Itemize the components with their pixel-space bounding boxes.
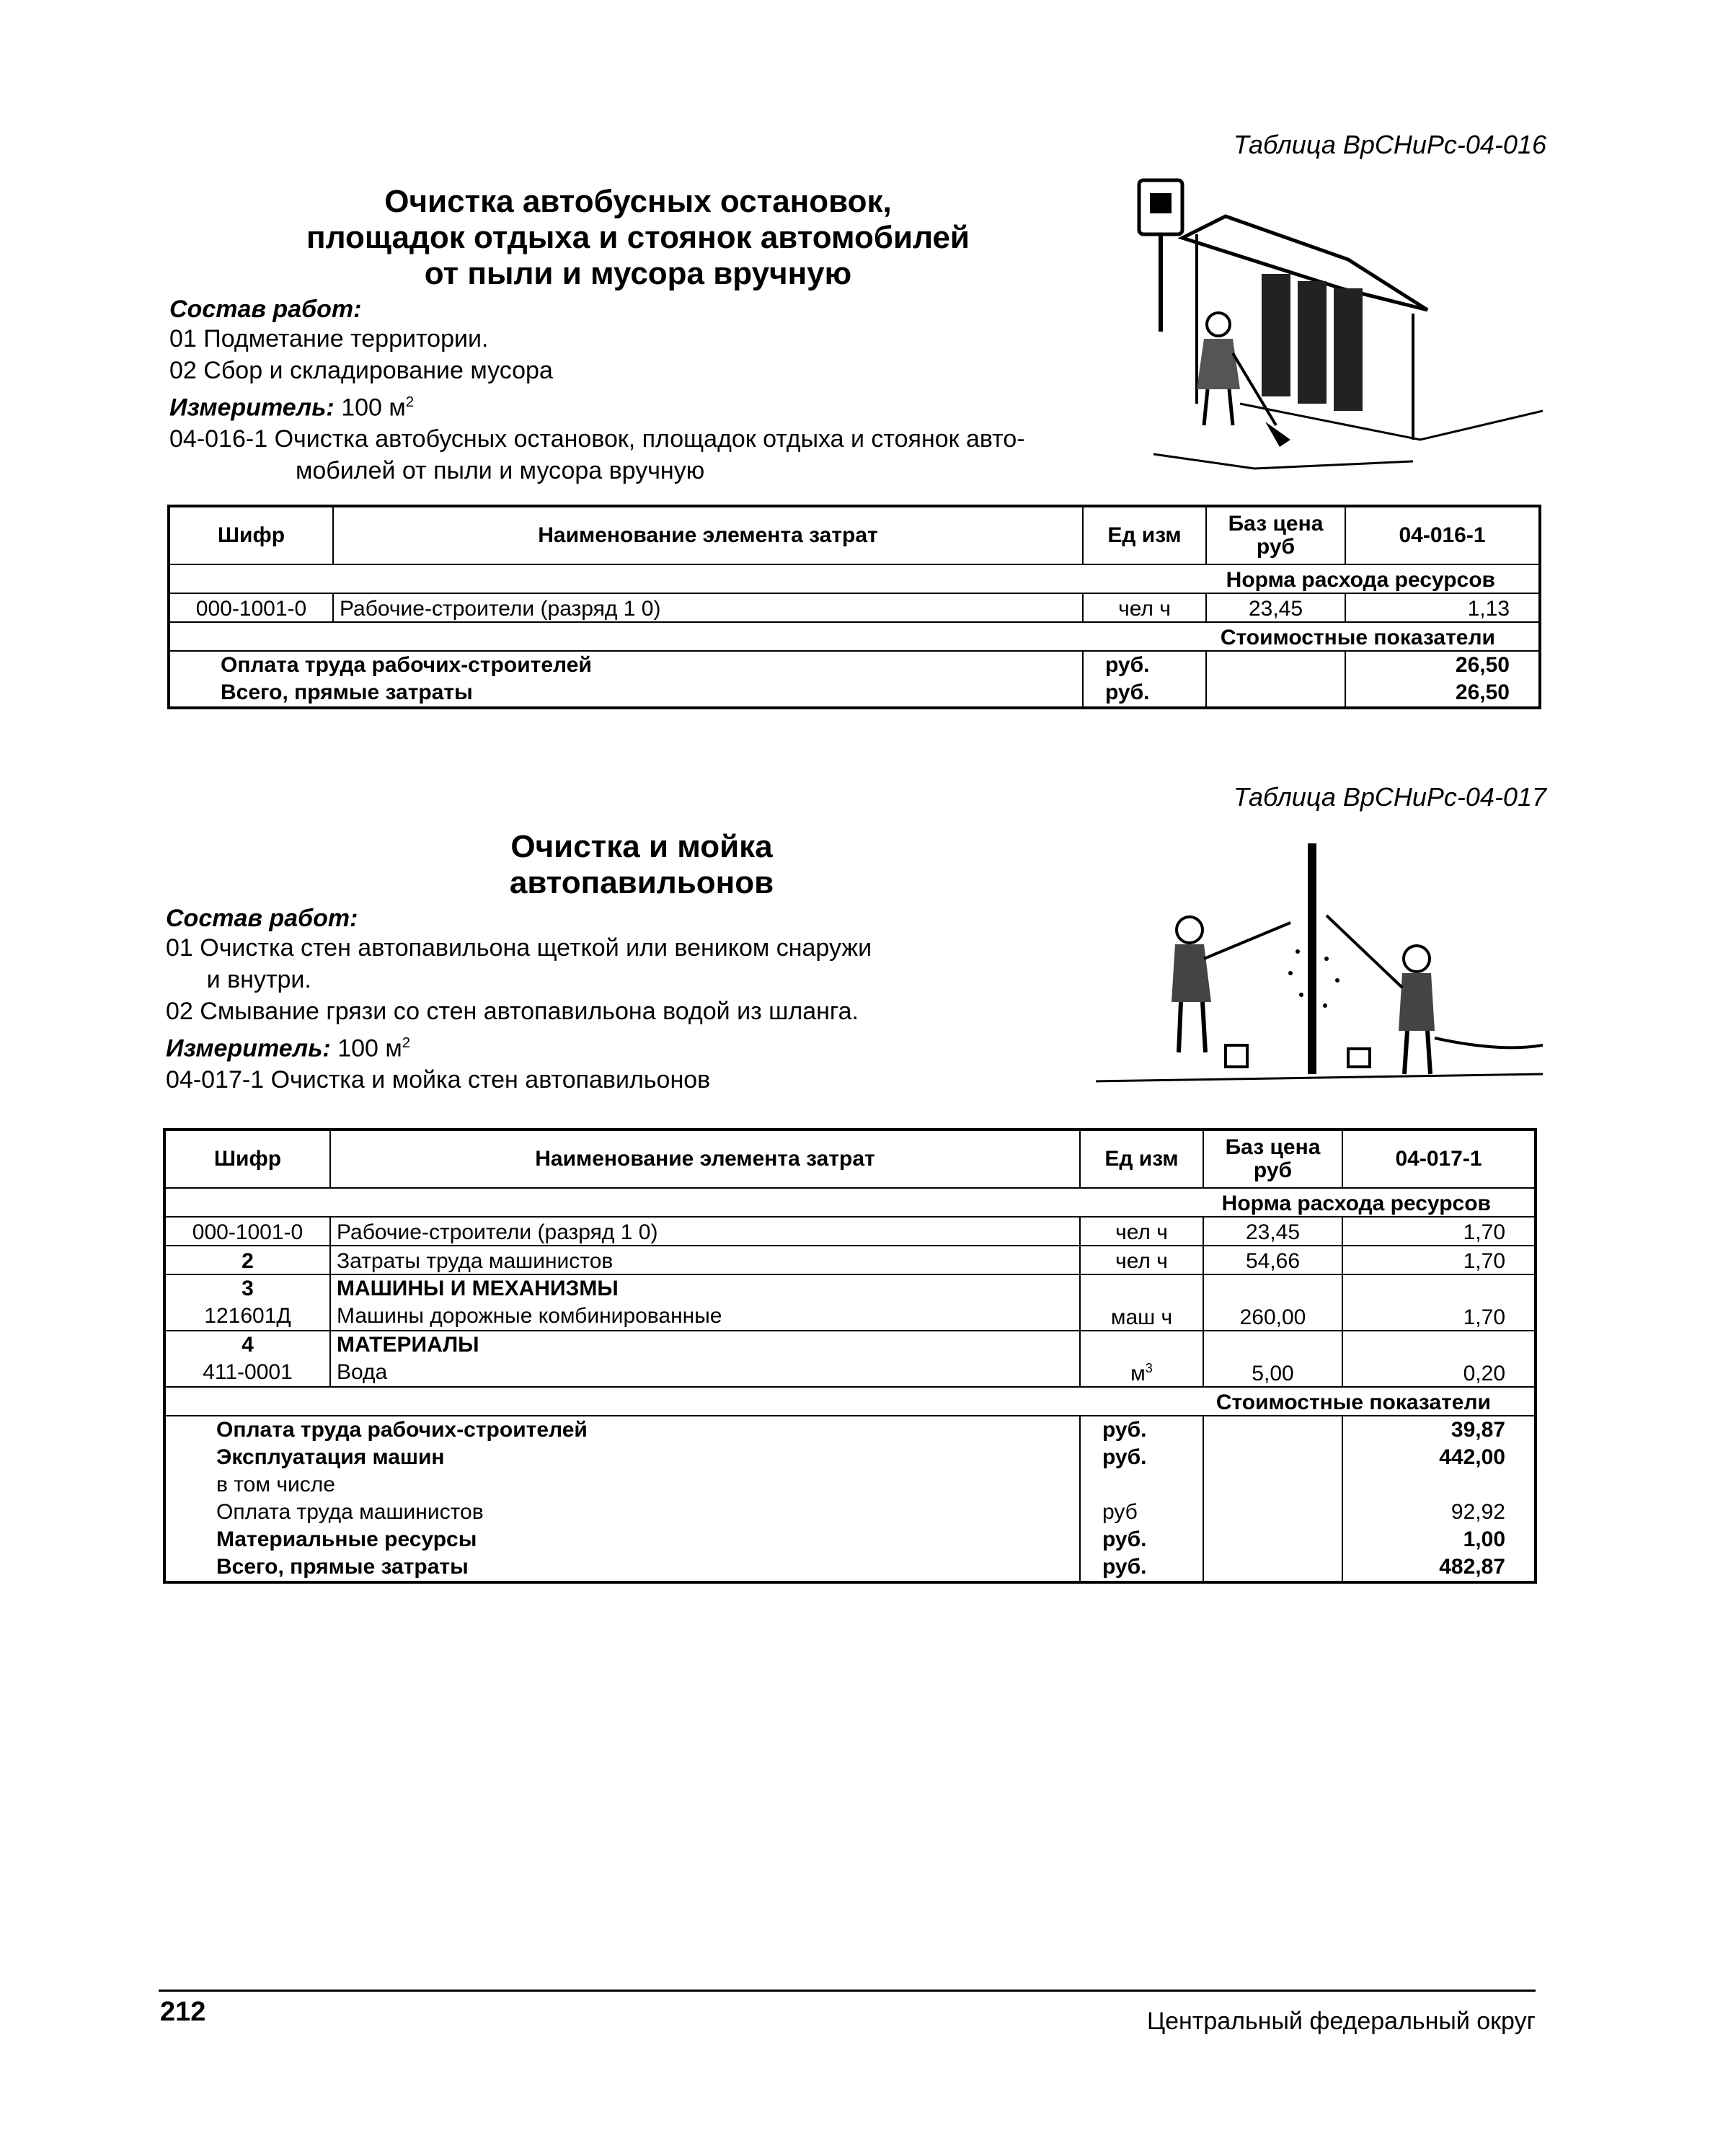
row-unit: чел ч: [1080, 1217, 1203, 1246]
header-price: Баз цена руб: [1203, 1130, 1342, 1188]
group-title: МАТЕРИАЛЫ: [337, 1333, 479, 1357]
title-line: от пыли и мусора вручную: [424, 256, 852, 291]
group-code: 411-0001: [203, 1360, 293, 1384]
group-unit: маш ч: [1080, 1274, 1203, 1331]
item-text: Очистка автобусных остановок, площадок отдыха и стоянок авто-: [274, 425, 1025, 453]
section-norm-row: [169, 564, 1540, 593]
row-price: 23,45: [1203, 1217, 1342, 1246]
table-caption-016: Таблица ВрСНиРс-04-016: [1233, 130, 1546, 159]
cost-units: [1083, 651, 1206, 708]
cost-name: Оплата труда рабочих-строителей: [216, 1418, 588, 1442]
cost-table-017: [163, 1128, 1537, 1584]
row-unit: чел ч: [1080, 1246, 1203, 1274]
row-value: 1,70: [1342, 1217, 1536, 1246]
section-cost-label: Стоимостные показатели: [164, 1387, 1536, 1416]
cost-unit: руб.: [1102, 1445, 1147, 1469]
cost-value: 482,87: [1439, 1555, 1505, 1579]
work-item: 02 Смывание грязи со стен автопавильона водой из шланга.: [166, 998, 859, 1025]
table-group-materials: [164, 1331, 1536, 1387]
row-name: Рабочие-строители (разряд 1 0): [333, 593, 1083, 622]
section-title-016: [231, 184, 1045, 292]
cost-value: [1349, 1471, 1505, 1499]
group-num: 4: [242, 1333, 254, 1357]
row-price: 54,66: [1203, 1246, 1342, 1274]
group-unit: м: [1130, 1362, 1146, 1385]
group-code: 121601Д: [204, 1304, 291, 1328]
cost-price-empty: [1206, 651, 1345, 708]
pavilion-washing-illustration: [1096, 843, 1543, 1103]
measure-value: 100 м: [341, 394, 406, 422]
cost-name: Всего, прямые затраты: [221, 680, 473, 704]
group-price: 5,00: [1203, 1331, 1342, 1387]
cost-unit: руб.: [1105, 653, 1150, 677]
cost-name: Материальные ресурсы: [216, 1527, 477, 1551]
group-name-cell: [330, 1274, 1080, 1331]
section-cost-row: [164, 1387, 1536, 1416]
table-header-row: [164, 1130, 1536, 1188]
measure-line: [169, 386, 1025, 423]
cost-unit: руб: [1102, 1500, 1138, 1524]
section-title-017: [461, 829, 822, 901]
row-price: 23,45: [1206, 593, 1345, 622]
row-name: Затраты труда машинистов: [330, 1246, 1080, 1274]
cost-unit: руб.: [1105, 680, 1150, 704]
table-row: [164, 1217, 1536, 1246]
measure-sup: 2: [402, 1035, 411, 1051]
cost-row: [169, 651, 1540, 708]
group-name: Машины дорожные комбинированные: [337, 1304, 722, 1328]
item-code: 04-017-1: [166, 1066, 265, 1094]
cost-values: [1345, 651, 1540, 708]
measure-sup: 2: [405, 394, 415, 410]
table-group-machines: [164, 1274, 1536, 1331]
measure-label: Измеритель:: [166, 1034, 331, 1063]
cost-name: Оплата труда машинистов: [216, 1500, 484, 1524]
cost-name: в том числе: [216, 1473, 335, 1496]
measure-label: Измеритель:: [169, 394, 335, 422]
footer-region: Центральный федеральный округ: [1146, 2008, 1536, 2035]
header-unit: Ед изм: [1083, 506, 1206, 564]
works-list-017: [166, 932, 872, 1096]
section-cost-row: [169, 622, 1540, 651]
group-price: 260,00: [1203, 1274, 1342, 1331]
bus-stop-sweeper-illustration: [1110, 166, 1543, 497]
item-line-cont: мобилей от пыли и мусора вручную: [296, 457, 705, 485]
cost-value: 92,92: [1451, 1500, 1505, 1524]
title-line: автопавильонов: [509, 865, 774, 900]
item-line: [166, 1064, 872, 1096]
cost-unit: руб.: [1102, 1527, 1147, 1551]
footer-rule: [159, 1990, 1536, 1992]
item-code: 04-016-1: [169, 425, 268, 453]
section-norm-row: [164, 1188, 1536, 1217]
header-unit: Ед изм: [1080, 1130, 1203, 1188]
cost-table-016: [167, 505, 1541, 709]
work-item: 01 Очистка стен автопавильона щеткой или веником снаружи: [166, 934, 872, 962]
group-code-cell: [164, 1274, 330, 1331]
group-name: Вода: [337, 1360, 388, 1384]
cost-unit: руб.: [1102, 1555, 1147, 1579]
table-row: [164, 1246, 1536, 1274]
group-value: 0,20: [1342, 1331, 1536, 1387]
work-item: и внутри.: [166, 966, 311, 993]
table-caption-017: Таблица ВрСНиРс-04-017: [1233, 782, 1546, 812]
measure-value: 100 м: [337, 1034, 402, 1063]
cost-values: [1342, 1416, 1536, 1582]
table-header-row: [169, 506, 1540, 564]
group-unit-sup: 3: [1145, 1361, 1153, 1375]
page-number: 212: [160, 1997, 206, 2027]
header-name: Наименование элемента затрат: [333, 506, 1083, 564]
group-name-cell: [330, 1331, 1080, 1387]
cost-name: Всего, прямые затраты: [216, 1555, 469, 1579]
row-value: 1,13: [1345, 593, 1540, 622]
cost-unit: руб.: [1102, 1418, 1147, 1442]
cost-value: 26,50: [1455, 680, 1510, 704]
cost-names: [164, 1416, 1080, 1582]
cost-names: [169, 651, 1083, 708]
cost-name: Оплата труда рабочих-строителей: [221, 653, 592, 677]
row-unit: чел ч: [1083, 593, 1206, 622]
group-value: 1,70: [1342, 1274, 1536, 1331]
group-unit-cell: [1080, 1331, 1203, 1387]
work-item: 01 Подметание территории.: [169, 325, 489, 352]
measure-line: [166, 1027, 872, 1064]
row-value: 1,70: [1342, 1246, 1536, 1274]
works-heading-016: Состав работ:: [169, 296, 362, 323]
group-code-cell: [164, 1331, 330, 1387]
cost-value: 442,00: [1439, 1445, 1505, 1469]
row-code: 2: [164, 1246, 330, 1274]
cost-unit: [1102, 1471, 1197, 1499]
section-norm-label: Норма расхода ресурсов: [164, 1188, 1536, 1217]
cost-units: [1080, 1416, 1203, 1582]
header-item: 04-017-1: [1342, 1130, 1536, 1188]
row-name: Рабочие-строители (разряд 1 0): [330, 1217, 1080, 1246]
group-title: МАШИНЫ И МЕХАНИЗМЫ: [337, 1277, 619, 1300]
header-name: Наименование элемента затрат: [330, 1130, 1080, 1188]
work-item: 02 Сбор и складирование мусора: [169, 357, 553, 384]
section-cost-label: Стоимостные показатели: [169, 622, 1540, 651]
row-code: 000-1001-0: [169, 593, 333, 622]
group-num: 3: [242, 1277, 254, 1300]
title-line: Очистка автобусных остановок,: [384, 184, 892, 219]
title-line: Очистка и мойка: [510, 829, 773, 864]
header-item: 04-016-1: [1345, 506, 1540, 564]
cost-value: 39,87: [1451, 1418, 1505, 1442]
section-norm-label: Норма расхода ресурсов: [169, 564, 1540, 593]
table-row: [169, 593, 1540, 622]
header-price: Баз цена руб: [1206, 506, 1345, 564]
cost-row: [164, 1416, 1536, 1582]
cost-value: 1,00: [1463, 1527, 1505, 1551]
header-code: Шифр: [169, 506, 333, 564]
item-text: Очистка и мойка стен автопавильонов: [270, 1066, 711, 1094]
works-list-016: [169, 323, 1025, 487]
cost-price-empty: [1203, 1416, 1342, 1582]
item-line: [169, 423, 1025, 455]
cost-value: 26,50: [1455, 653, 1510, 677]
cost-name: Эксплуатация машин: [216, 1445, 445, 1469]
header-code: Шифр: [164, 1130, 330, 1188]
title-line: площадок отдыха и стоянок автомобилей: [306, 220, 970, 255]
row-code: 000-1001-0: [164, 1217, 330, 1246]
works-heading-017: Состав работ:: [166, 905, 358, 932]
